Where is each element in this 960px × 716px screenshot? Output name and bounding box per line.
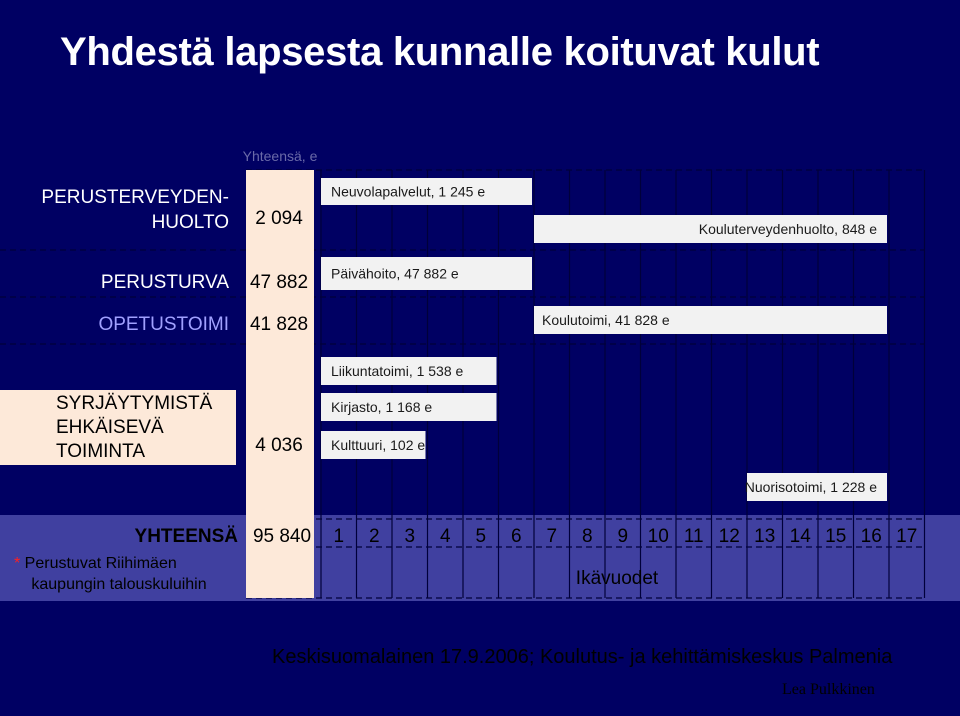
- total-column-layer: [243, 148, 318, 598]
- cost-bar-label: Liikuntatoimi, 1 538 e: [331, 363, 464, 379]
- age-tick-label: 11: [683, 526, 704, 547]
- cost-bar-label: Kouluterveydenhuolto, 848 e: [698, 221, 877, 237]
- age-tick-label: 4: [439, 526, 451, 547]
- row-label-syrjaytymista: SYRJÄYTYMISTÄ EHKÄISEVÄ TOIMINTA: [56, 393, 213, 462]
- row-total: 47 882: [249, 272, 309, 293]
- row-label-perusturva: PERUSTURVA: [100, 272, 229, 293]
- age-tick-label: 2: [368, 526, 380, 547]
- row-label-opetustoimi: OPETUSTOIMI: [98, 314, 229, 335]
- age-tick-label: 1: [333, 526, 345, 547]
- age-tick-label: 17: [896, 526, 918, 547]
- age-tick-label: 5: [475, 526, 487, 547]
- cost-bar-label: Koulutoimi, 41 828 e: [542, 312, 670, 328]
- age-tick-label: 14: [789, 526, 811, 547]
- footnote-line-2: kaupungin talouskuluihin: [31, 576, 207, 593]
- cost-bar-label: Nuorisotoimi, 1 228 e: [744, 479, 877, 495]
- cost-bar-label: Kulttuuri, 102 e: [331, 437, 426, 453]
- age-tick-label: 8: [581, 526, 593, 547]
- page-title: Yhdestä lapsesta kunnalle koituvat kulut: [60, 30, 820, 74]
- row-label-perusterveydenhuolto: PERUSTERVEYDEN-HUOLTO: [41, 187, 229, 233]
- column-header: Yhteensä, e: [242, 148, 318, 164]
- age-tick-label: 10: [647, 526, 669, 547]
- age-tick-label: 15: [825, 526, 847, 547]
- total-row-label: YHTEENSÄ: [134, 526, 238, 547]
- cost-bar-label: Neuvolapalvelut, 1 245 e: [331, 183, 486, 200]
- source-citation: Keskisuomalainen 17.9.2006; Koulutus- ja kehittämiskeskus Palmenia: [272, 646, 893, 668]
- age-tick-label: 7: [546, 526, 558, 547]
- footnote: * Perustuvat Riihimäen: [14, 555, 177, 572]
- row-total: 2 094: [255, 208, 303, 229]
- bars-layer: [321, 178, 887, 501]
- age-tick-label: 3: [404, 526, 416, 547]
- age-tick-label: 12: [718, 526, 740, 547]
- age-tick-label: 16: [860, 526, 882, 547]
- age-tick-label: 9: [617, 526, 629, 547]
- cost-bar-label: Kirjasto, 1 168 e: [331, 399, 433, 415]
- author-name: Lea Pulkkinen: [782, 681, 875, 698]
- age-tick-label: 6: [510, 526, 522, 547]
- age-tick-label: 13: [754, 526, 776, 547]
- cost-bar-label: Päivähoito, 47 882 e: [331, 265, 459, 282]
- age-axis-label: Ikävuodet: [575, 568, 659, 589]
- row-total: 4 036: [255, 435, 303, 456]
- grand-total-value: 95 840: [252, 526, 312, 547]
- row-total: 41 828: [249, 314, 309, 335]
